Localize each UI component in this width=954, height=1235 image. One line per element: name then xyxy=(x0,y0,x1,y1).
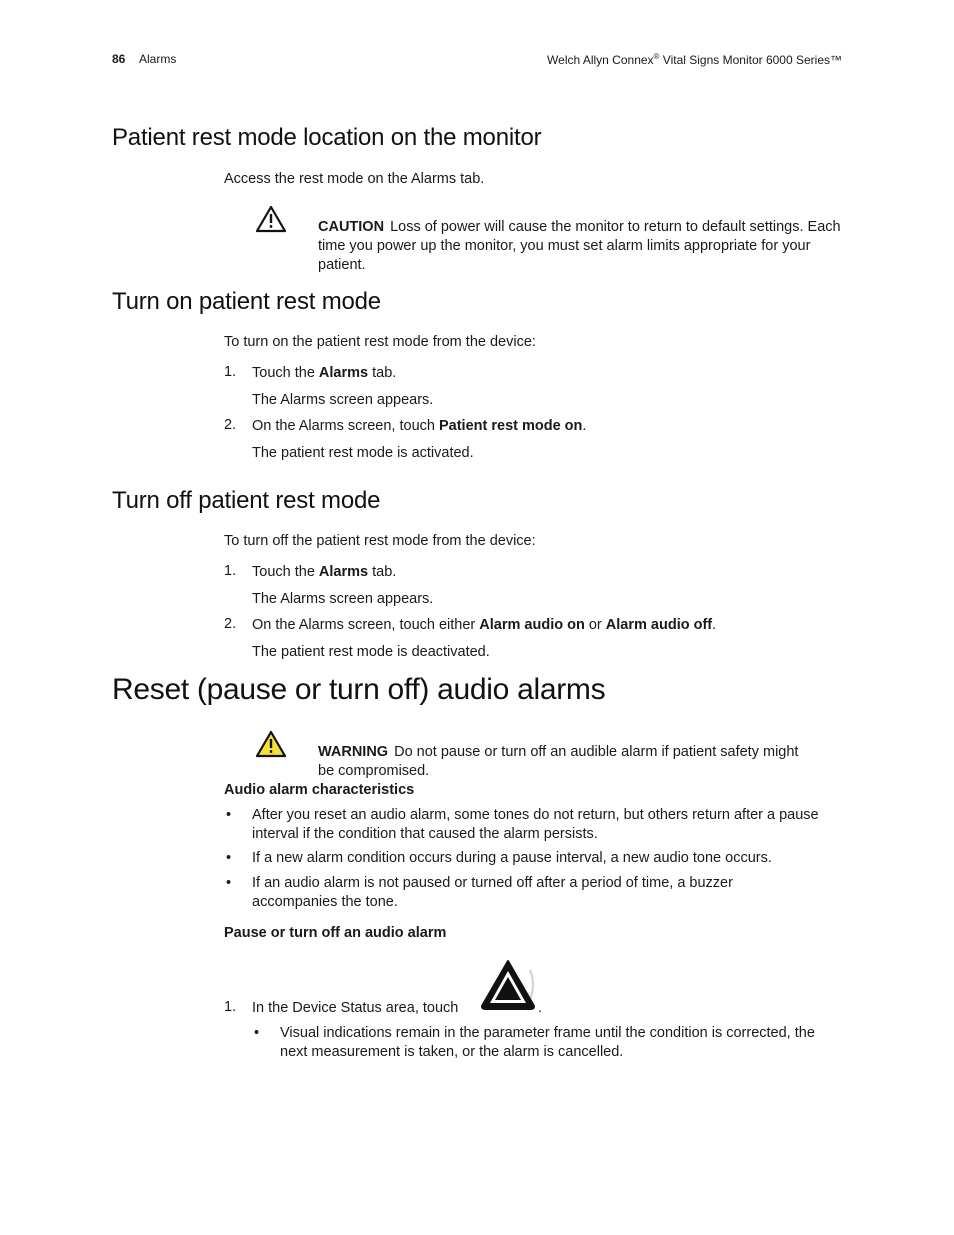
warning-note: WARNING Do not pause or turn off an audible alarm if patient safety might be compromised. xyxy=(318,743,799,779)
warning-label: WARNING xyxy=(318,743,389,760)
bullet-marker: • xyxy=(226,850,232,866)
page-number: 86 xyxy=(112,52,126,66)
characteristic-bullet-2: If a new alarm condition occurs during a pause interval, a new audio tone occurs. xyxy=(252,850,772,866)
characteristic-bullet-3: If an audio alarm is not paused or turned off after a period of time, a buzzer accompanies the tone. xyxy=(252,875,733,910)
warning-icon xyxy=(255,729,287,764)
heading-turn-off: Turn off patient rest mode xyxy=(112,487,381,514)
turn-on-intro: To turn on the patient rest mode from the device: xyxy=(224,334,536,350)
pause-step-1-subbullet: Visual indications remain in the parameter frame until the condition is corrected, the next measurement is taken, or the alarm is cancelled. xyxy=(280,1025,815,1060)
turn-on-step-1: Touch the Alarms tab. xyxy=(252,365,397,381)
subheading-pause-audio-alarm: Pause or turn off an audio alarm xyxy=(224,925,447,941)
location-intro: Access the rest mode on the Alarms tab. xyxy=(224,171,485,187)
step-number: 2. xyxy=(224,417,237,433)
heading-reset-audio-alarms: Reset (pause or turn off) audio alarms xyxy=(112,673,606,706)
bullet-marker: • xyxy=(254,1025,260,1041)
caution-label: CAUTION xyxy=(318,218,385,235)
turn-off-step-1-result: The Alarms screen appears. xyxy=(252,591,434,607)
turn-on-step-2: On the Alarms screen, touch Patient rest mode on. xyxy=(252,418,587,434)
pause-step-1: In the Device Status area, touch xyxy=(252,1000,459,1016)
characteristic-bullet-1: After you reset an audio alarm, some tones do not return, but others return after a pause interval if the condition that caused the alarm persists. xyxy=(252,807,819,842)
bullet-marker: • xyxy=(226,875,232,891)
step-number: 2. xyxy=(224,616,237,632)
turn-on-step-1-result: The Alarms screen appears. xyxy=(252,392,434,408)
pause-step-1-period: . xyxy=(538,1000,543,1016)
turn-on-step-2-result: The patient rest mode is activated. xyxy=(252,445,474,461)
caution-icon xyxy=(255,204,287,239)
turn-off-step-1: Touch the Alarms tab. xyxy=(252,564,397,580)
turn-off-step-2: On the Alarms screen, touch either Alarm audio on or Alarm audio off. xyxy=(252,617,717,633)
alarm-audio-button-icon[interactable] xyxy=(478,956,538,1017)
heading-rest-mode-location: Patient rest mode location on the monitor xyxy=(112,124,542,151)
turn-off-step-2-result: The patient rest mode is deactivated. xyxy=(252,644,490,660)
section-name: Alarms xyxy=(139,52,177,66)
step-number: 1. xyxy=(224,563,237,579)
heading-turn-on: Turn on patient rest mode xyxy=(112,288,381,315)
bullet-marker: • xyxy=(226,807,232,823)
document-title: Welch Allyn Connex® Vital Signs Monitor 6000 Series™ xyxy=(547,52,842,67)
caution-note: CAUTION Loss of power will cause the monitor to return to default settings. Each time you power up the monitor, you must set alarm limits appropriate for your patient. xyxy=(318,218,841,273)
step-number: 1. xyxy=(224,999,237,1015)
turn-off-intro: To turn off the patient rest mode from the device: xyxy=(224,533,536,549)
subheading-audio-alarm-characteristics: Audio alarm characteristics xyxy=(224,782,415,798)
step-number: 1. xyxy=(224,364,237,380)
